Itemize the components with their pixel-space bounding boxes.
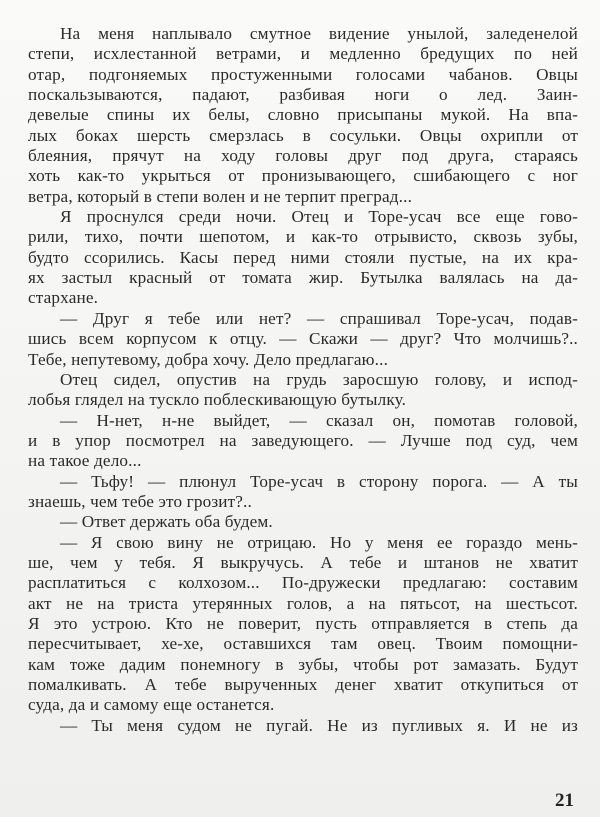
text-line: — Ты меня судом не пугай. Не из пугливых я. И не из — [60, 715, 578, 735]
text-line: девелые спины их белы, словно присыпаны мукой. На впа- — [28, 105, 578, 125]
text-line: акт не на триста утерянных голов, а на пятьсот, на шестьсот. — [28, 593, 578, 613]
text-line: отар, подгоняемых простуженными голосами чабанов. Овцы — [28, 64, 578, 84]
text-line: На меня наплывало смутное видение унылой, заледенелой — [60, 24, 578, 43]
text-line: — Ответ держать оба будем. — [60, 512, 273, 532]
text-line: помалкивать. А тебе вырученных денег хватит откупиться от — [28, 675, 578, 694]
text-line: лых боках шерсть смерзлась в сосульки. Овцы охрипли от — [28, 125, 578, 145]
text-line: Отец сидел, опустив на грудь заросшую голову, и испод- — [60, 369, 578, 389]
text-line: — Друг я тебе или нет? — спрашивал Торе-усач, подав- — [60, 308, 578, 328]
text-line: поскальзываются, падают, разбивая ноги о лед. Заин- — [28, 85, 578, 105]
text-line: пересчитывает, хе-хе, оставшихся там овец. Твоим помощни- — [28, 634, 578, 654]
text-line: будто ссорились. Касы перед ними стояли пустые, на их кра- — [28, 247, 578, 267]
text-line: ях застыл красный от томата жир. Бутылка валялась на да- — [28, 268, 578, 288]
text-line: лобья глядел на тускло поблескивающую бутылку. — [28, 390, 407, 410]
text-line: хоть как-то укрыться от пронизывающего, сшибающего с ног — [28, 166, 578, 186]
text-line: — Тьфу! — плюнул Торе-усач в сторону порога. — А ты — [60, 471, 578, 491]
text-line: знаешь, чем тебе это грозит?.. — [28, 491, 252, 511]
text-line: стархане. — [28, 288, 99, 308]
text-line: шись всем корпусом к отцу. — Скажи — друг? Что молчишь?.. — [28, 329, 578, 349]
text-line: степи, исхлестанной ветрами, и медленно бредущих по ней — [28, 44, 578, 64]
text-line: и в упор посмотрел на заведующего. — Лучше под суд, чем — [28, 430, 578, 450]
page-number: 21 — [555, 790, 574, 811]
text-line: Я это устрою. Кто не поверит, пусть отправляется в степь да — [28, 613, 578, 633]
text-line: — Н-нет, н-не выйдет, — сказал он, помотав головой, — [60, 410, 578, 430]
text-line: на такое дело... — [28, 451, 142, 471]
text-line: блеяния, прячут на ходу головы друг под друга, стараясь — [28, 146, 578, 166]
body-text — [28, 24, 578, 736]
text-line: Тебе, непутевому, добра хочу. Дело предлагаю... — [28, 349, 389, 369]
text-line: — Я свою вину не отрицаю. Но у меня ее гораздо мень- — [60, 532, 578, 552]
text-line: рили, тихо, почти шепотом, и как-то отрывисто, сквозь зубы, — [28, 227, 578, 247]
text-line: Я проснулся среди ночи. Отец и Торе-усач все еще гово- — [60, 207, 578, 227]
text-line: расплатиться с колхозом... По-дружески предлагаю: составим — [28, 573, 578, 593]
text-line: ветра, который в степи волен и не терпит преград... — [28, 186, 413, 206]
text-line: суда, да и самому еще останется. — [28, 695, 275, 715]
text-line: ше, чем у тебя. Я выкручусь. А тебе и штанов не хватит — [28, 552, 578, 572]
text-line: кам тоже дадим понемногу в зубы, чтобы рот замазать. Будут — [28, 654, 578, 674]
